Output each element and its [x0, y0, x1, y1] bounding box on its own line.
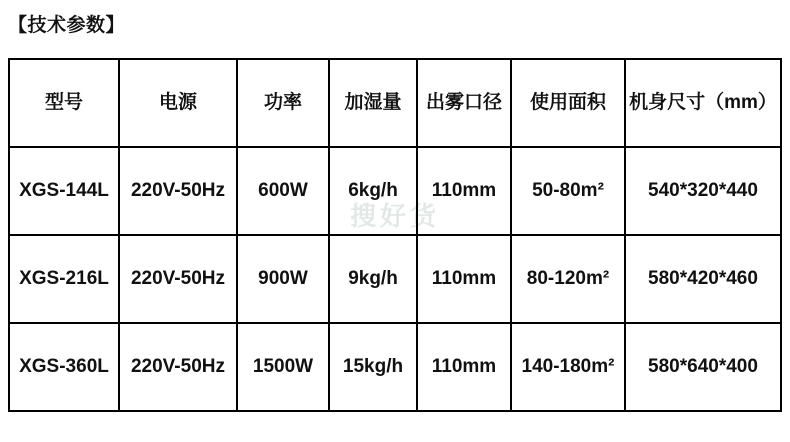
cell-coverage-area: 80-120m² [511, 235, 625, 323]
cell-humidification: 9kg/h [329, 235, 417, 323]
cell-humidification: 6kg/h [329, 147, 417, 235]
spec-table-container [8, 58, 780, 412]
table-body [9, 147, 781, 411]
cell-dimensions: 580*420*460 [625, 235, 781, 323]
column-header-model: 型号 [9, 59, 119, 147]
cell-model: XGS-144L [9, 147, 119, 235]
column-header-nozzle-diameter: 出雾口径 [417, 59, 511, 147]
column-header-power-supply: 电源 [119, 59, 237, 147]
watermark-text: 搜好货 [349, 201, 440, 231]
cell-nozzle-diameter: 110mm [417, 323, 511, 411]
cell-dimensions: 580*640*400 [625, 323, 781, 411]
cell-coverage-area: 140-180m² [511, 323, 625, 411]
table-row [9, 323, 781, 411]
column-header-power: 功率 [237, 59, 329, 147]
table-row [9, 147, 781, 235]
spec-table [8, 58, 782, 412]
cell-humidification: 15kg/h [329, 323, 417, 411]
cell-power: 1500W [237, 323, 329, 411]
cell-power-supply: 220V-50Hz [119, 323, 237, 411]
column-header-humidification: 加湿量 [329, 59, 417, 147]
cell-power-supply: 220V-50Hz [119, 235, 237, 323]
column-header-dimensions: 机身尺寸（mm） [625, 59, 781, 147]
cell-power-supply: 220V-50Hz [119, 147, 237, 235]
table-header [9, 59, 781, 147]
table-header-row [9, 59, 781, 147]
cell-nozzle-diameter: 110mm [417, 235, 511, 323]
table-row [9, 235, 781, 323]
cell-coverage-area: 50-80m² [511, 147, 625, 235]
cell-power: 900W [237, 235, 329, 323]
cell-power: 600W [237, 147, 329, 235]
cell-model: XGS-360L [9, 323, 119, 411]
cell-model: XGS-216L [9, 235, 119, 323]
column-header-coverage-area: 使用面积 [511, 59, 625, 147]
page-title: 【技术参数】 [8, 15, 126, 36]
cell-nozzle-diameter: 110mm [417, 147, 511, 235]
cell-dimensions: 540*320*440 [625, 147, 781, 235]
